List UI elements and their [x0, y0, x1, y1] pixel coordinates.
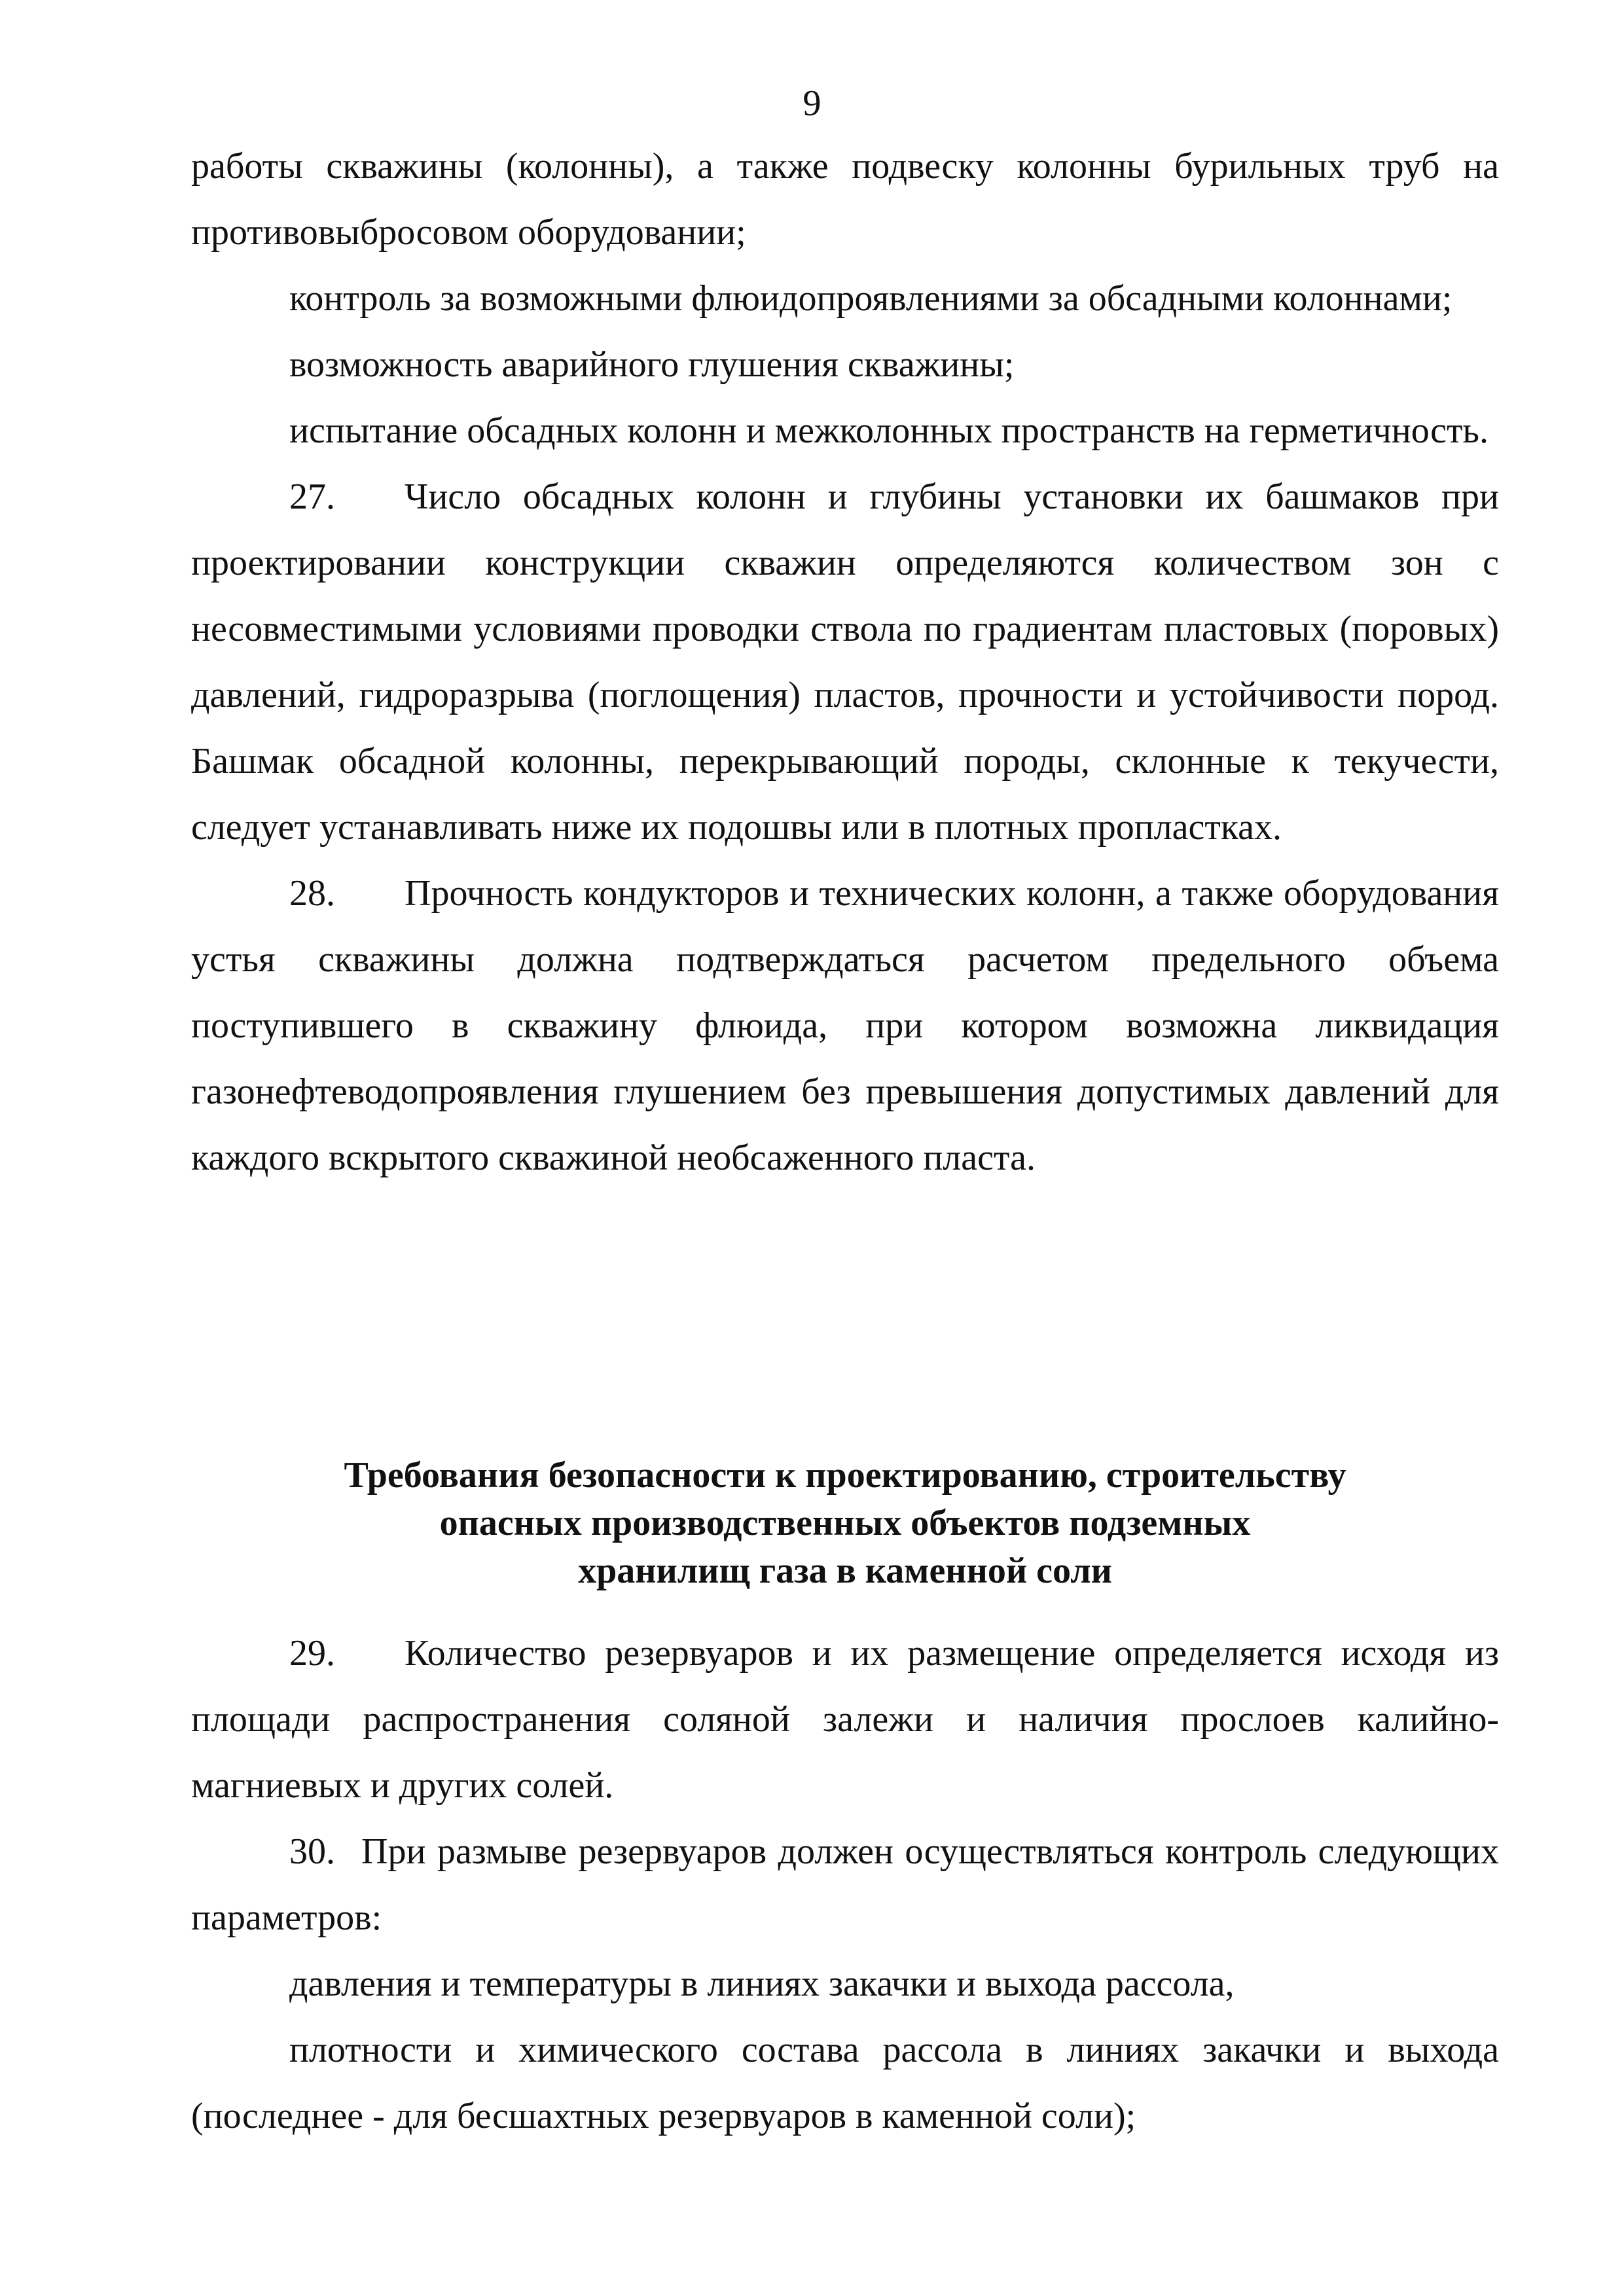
clause-number: 27.: [289, 476, 335, 517]
clause-text: Число обсадных колонн и глубины установки их башмаков при проектировании конструкции скважин определяются количеством зон с несовместимыми условиями проводки ствола по градиентам пластовых (поровых) давлений, гидроразрыва (поглощения) пластов, прочности и устойчивости пород. Башмак обсадной колонны, перекрывающий породы, склонные к текучести, следует устанавливать ниже их подошвы или в плотных пропластках.: [191, 476, 1499, 848]
paragraph-list-item: контроль за возможными флюидопроявлениями за обсадными колоннами;: [289, 278, 1453, 319]
clause-number: 30.: [289, 1831, 335, 1872]
text-block-top: [191, 134, 1499, 1191]
clause-number: 28.: [289, 873, 335, 914]
heading-line: хранилищ газа в каменной соли: [578, 1551, 1112, 1591]
heading-line: опасных производственных объектов подземных: [439, 1503, 1251, 1543]
paragraph-list-item: возможность аварийного глушения скважины;: [289, 344, 1015, 385]
paragraph-list-item: давления и температуры в линиях закачки и выхода рассола,: [289, 1964, 1235, 2004]
paragraph-29: [191, 1621, 1499, 1819]
page-number: 9: [803, 83, 821, 124]
clause-text: Прочность кондукторов и технических колонн, а также оборудования устья скважины должна подтверждаться расчетом предельного объема поступившего в скважину флюида, при котором возможна ликвидация газонефтеводопроявления глушением без превышения допустимых давлений для каждого вскрытого скважиной необсаженного пласта.: [191, 873, 1499, 1178]
section-heading: [191, 1452, 1499, 1595]
heading-line: Требования безопасности к проектированию, строительству: [344, 1455, 1346, 1496]
paragraph-28: [191, 861, 1499, 1191]
clause-number: 29.: [289, 1633, 335, 1674]
text-block-bottom: [191, 1621, 1499, 2149]
clause-text: Количество резервуаров и их размещение определяется исходя из площади распространения соляной залежи и наличия прослоев калийно-магниевых и других солей.: [191, 1633, 1499, 1806]
paragraph-27: [191, 464, 1499, 861]
clause-text: При размыве резервуаров должен осуществляться контроль следующих параметров:: [191, 1831, 1499, 1938]
paragraph-list-item: испытание обсадных колонн и межколонных пространств на герметичность.: [289, 410, 1489, 451]
paragraph-continuation: работы скважины (колонны), а также подвеску колонны бурильных труб на противовыбросовом оборудовании;: [191, 146, 1499, 253]
paragraph-list-item: плотности и химического состава рассола в линиях закачки и выхода (последнее - для бесшахтных резервуаров в каменной соли);: [191, 2030, 1499, 2136]
paragraph-30: [191, 1819, 1499, 1951]
